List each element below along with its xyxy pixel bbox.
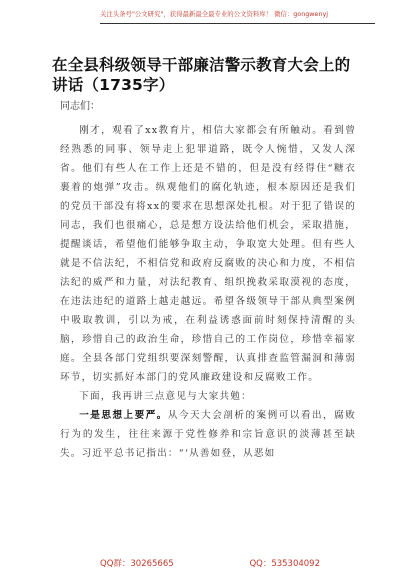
header-banner-text: 关注头条号"公文研究"，获得最新最全最专业的公文资料库！ 微信：gongwenyj [100,10,329,18]
header-banner [100,9,375,24]
document-title: 在全县科级领导干部廉洁警示教育大会上的讲话（1735字） [52,56,351,94]
paragraph-1: 刚才，观看了xx教育片，相信大家都会有所触动。看到曾经熟悉的同事、领导走上犯罪道路，既令人惋惜，又发人深省。他们有些人在工作上还是不错的，但是没有经得住“糖衣裹着的炮弹”攻击。纵观他们的腐化轨迹，根本原因还是我们的党员干部没有将xx的要求在思想深处扎根。对于犯了错误的同志，我们也很痛心，总是想方设法给他们机会，采取措施，提醒谈话，希望他们能够争取主动，争取宽大处理。但有些人就是不信法纪，不相信党和政府反腐败的决心和力度，不相信法纪的威严和力量，对法纪教育、组织挽救采取漠视的态度，在违法违纪的道路上越走越远。希望各级领导干部从典型案例中吸取教训，引以为戒，在利益诱惑面前时刻保持清醒的头脑，珍惜自己的政治生命，珍惜自己的工作岗位，珍惜幸福家庭。全县各部门党组织要深刻警醒，认真排查监管漏洞和薄弱环节，切实抓好本部门的党风廉政建设和反腐败工作。 [60,125,356,383]
footer [100,557,320,569]
point-1-text: 从今天大会剖析的案例可以看出，腐败行为的发生，往往来源于党性修养和宗旨意识的淡薄甚至缺失。习近平总书记指出：“‘从善如登，从恶如 [60,410,356,459]
footer-qq-group: QQ群：30265665 [100,559,174,569]
paragraph-3 [60,406,356,463]
paragraph-2: 下面，我再讲三点意见与大家共勉： [79,391,252,402]
point-1-lead: 一是思想上要严。 [79,410,168,421]
footer-qq-number: QQ：535304092 [249,559,320,569]
salutation: 同志们： [60,101,100,112]
document-body [60,121,356,463]
